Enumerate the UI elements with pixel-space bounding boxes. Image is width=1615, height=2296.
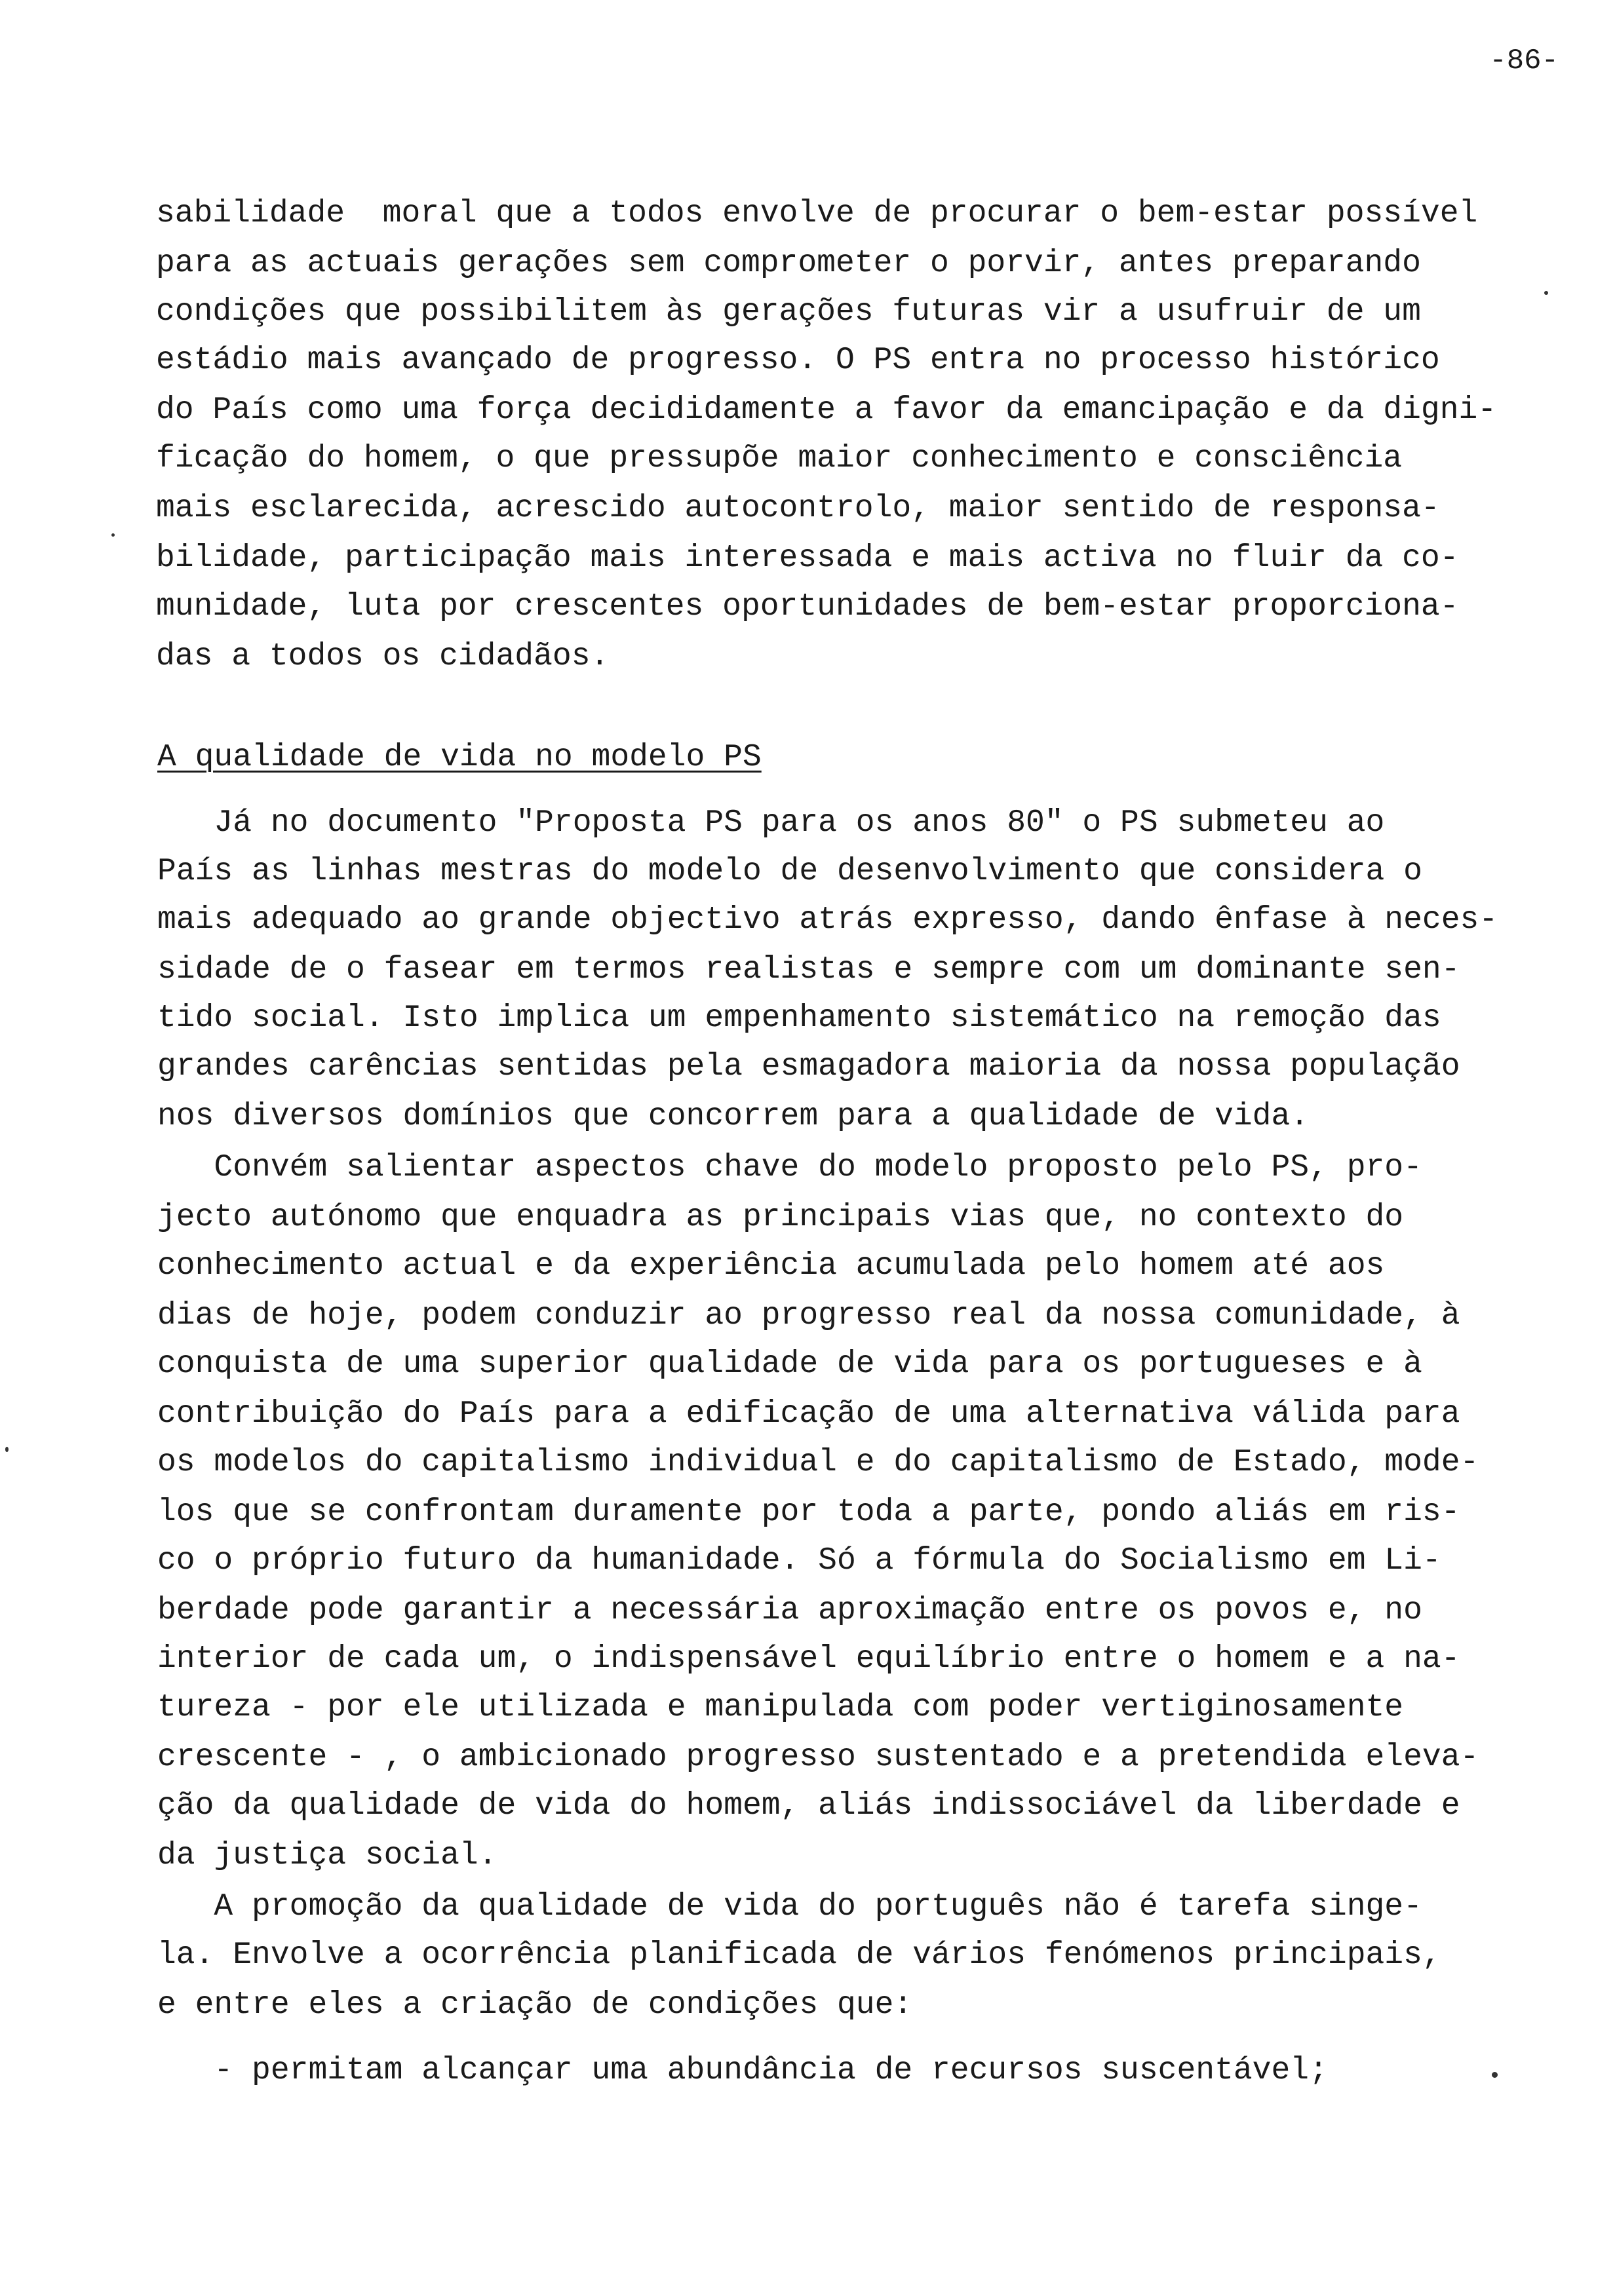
paragraph-line: grandes carências sentidas pela esmagadora maioria da nossa população xyxy=(157,1049,1460,1084)
paragraph-line: sidade de o fasear em termos realistas e sempre com um dominante sen- xyxy=(157,952,1460,987)
paragraph-line: bilidade, participação mais interessada e mais activa no fluir da co- xyxy=(156,541,1459,576)
paragraph-line: Já no documento "Proposta PS para os anos 80" o PS submeteu ao xyxy=(157,805,1385,841)
paragraph-line: tureza - por ele utilizada e manipulada com poder vertiginosamente xyxy=(157,1690,1404,1725)
section-heading: A qualidade de vida no modelo PS xyxy=(157,740,762,775)
paragraph-line: os modelos do capitalismo individual e do capitalismo de Estado, mode- xyxy=(157,1445,1479,1480)
paragraph-line: ficação do homem, o que pressupõe maior conhecimento e consciência xyxy=(156,441,1403,476)
paragraph-line: sabilidade moral que a todos envolve de procurar o bem-estar possível xyxy=(156,196,1478,231)
scan-speck xyxy=(1492,2072,1498,2078)
paragraph-line: do País como uma força decididamente a favor da emancipação e da digni- xyxy=(156,392,1497,428)
paragraph-line: mais esclarecida, acrescido autocontrolo, maior sentido de responsa- xyxy=(156,491,1440,526)
paragraph-line: conhecimento actual e da experiência acumulada pelo homem até aos xyxy=(157,1248,1385,1284)
list-item: - permitam alcançar uma abundância de recursos suscentável; xyxy=(157,2053,1328,2088)
paragraph-line: tido social. Isto implica um empenhamento sistemático na remoção das xyxy=(157,1001,1441,1036)
paragraph-line: da justiça social. xyxy=(157,1838,497,1873)
paragraph-line: das a todos os cidadãos. xyxy=(156,639,610,674)
paragraph-line: A promoção da qualidade de vida do português não é tarefa singe- xyxy=(157,1889,1422,1924)
paragraph-line: crescente - , o ambicionado progresso sustentado e a pretendida eleva- xyxy=(157,1740,1479,1775)
paragraph-line: co o próprio futuro da humanidade. Só a fórmula do Socialismo em Li- xyxy=(157,1543,1441,1578)
paragraph-line: dias de hoje, podem conduzir ao progresso real da nossa comunidade, à xyxy=(157,1298,1460,1333)
paragraph-line: estádio mais avançado de progresso. O PS entra no processo histórico xyxy=(156,343,1440,378)
paragraph-line: jecto autónomo que enquadra as principais vias que, no contexto do xyxy=(157,1200,1404,1235)
paragraph-line: munidade, luta por crescentes oportunidades de bem-estar proporciona- xyxy=(156,589,1459,624)
page-number: -86- xyxy=(1489,45,1559,77)
paragraph-line: País as linhas mestras do modelo de desenvolvimento que considera o xyxy=(157,854,1422,889)
paragraph-line: nos diversos domínios que concorrem para a qualidade de vida. xyxy=(157,1099,1310,1134)
paragraph-line: los que se confrontam duramente por toda a parte, pondo aliás em ris- xyxy=(157,1495,1460,1530)
scan-speck xyxy=(1544,291,1548,295)
scan-speck xyxy=(111,533,115,537)
paragraph-line: contribuição do País para a edificação de uma alternativa válida para xyxy=(157,1396,1460,1432)
paragraph-line: berdade pode garantir a necessária aproximação entre os povos e, no xyxy=(157,1593,1422,1628)
paragraph-line: ção da qualidade de vida do homem, aliás indissociável da liberdade e xyxy=(157,1788,1460,1824)
paragraph-line: e entre eles a criação de condições que: xyxy=(157,1987,913,2023)
paragraph-line: mais adequado ao grande objectivo atrás expresso, dando ênfase à neces- xyxy=(157,902,1498,938)
paragraph-line: condições que possibilitem às gerações futuras vir a usufruir de um xyxy=(156,294,1421,330)
paragraph-line: la. Envolve a ocorrência planificada de vários fenómenos principais, xyxy=(157,1938,1441,1973)
paragraph-line: para as actuais gerações sem comprometer o porvir, antes preparando xyxy=(156,246,1421,281)
scan-speck xyxy=(5,1447,9,1452)
paragraph-line: conquista de uma superior qualidade de vida para os portugueses e à xyxy=(157,1347,1422,1382)
paragraph-line: interior de cada um, o indispensável equilíbrio entre o homem e a na- xyxy=(157,1641,1460,1677)
paragraph-line: Convém salientar aspectos chave do modelo proposto pelo PS, pro- xyxy=(157,1150,1422,1185)
